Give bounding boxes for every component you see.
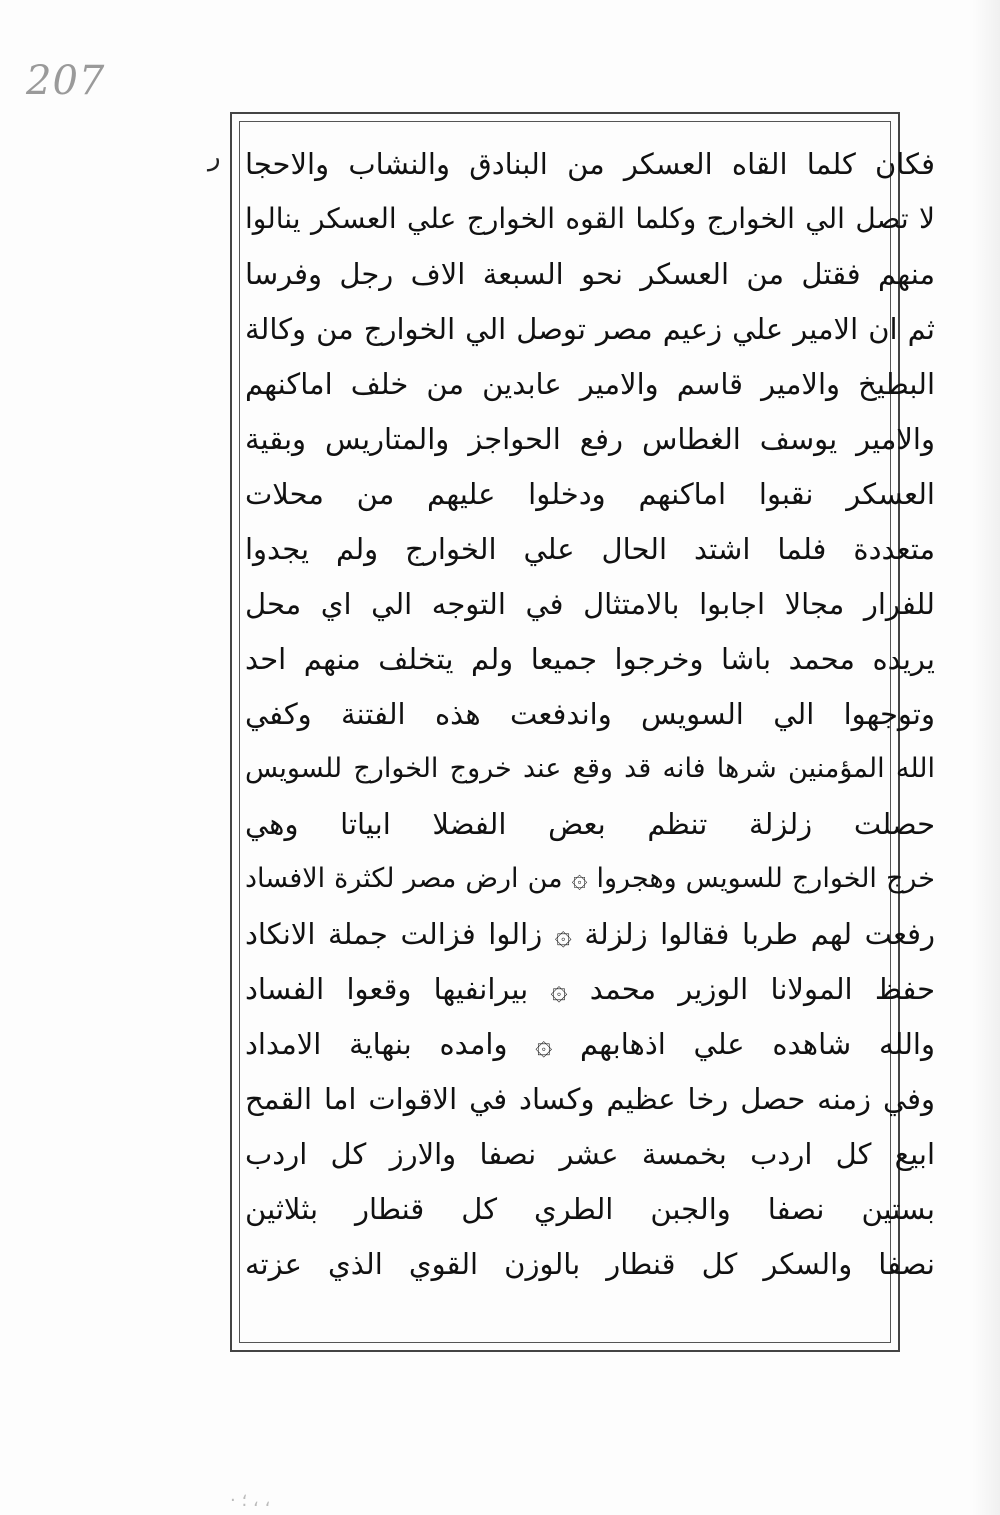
text-line: وفي زمنه حصل رخا عظيم وكساد في الاقوات اما القمح <box>245 1082 935 1116</box>
bottom-margin-mark: · ؛ ، ، <box>230 1490 271 1511</box>
text-line: رفعت لهم طربا فقالوا زلزلة ۞ زالوا فزالت جملة الانكاد <box>245 917 935 951</box>
text-line: للفرار مجالا اجابوا بالامتثال في التوجه الي اي محل <box>245 587 935 621</box>
text-line: خرج الخوارج للسويس وهجروا ۞ من ارض مصر لكثرة الافساد <box>245 863 935 894</box>
text-line: لا تصل الي الخوارج وكلما القوه الخوارج علي العسكر ينالوا <box>245 202 935 235</box>
text-line: فكان كلما القاه العسكر من البنادق والنشاب والاحجا <box>245 147 935 181</box>
text-line: يريده محمد باشا وخرجوا جميعا ولم يتخلف منهم احد <box>245 642 935 676</box>
text-line: نصفا والسكر كل قنطار بالوزن القوي الذي عزته <box>245 1247 935 1281</box>
text-line: البطيخ والامير قاسم والامير عابدين من خلف اماكنهم <box>245 367 935 401</box>
margin-mark: ر <box>208 142 221 172</box>
text-line: متعددة فلما اشتد الحال علي الخوارج ولم يجدوا <box>245 532 935 566</box>
manuscript-text-block <box>245 140 935 1340</box>
text-line: حفظ المولانا الوزير محمد ۞ بيرانفيها وقعوا الفساد <box>245 972 935 1006</box>
text-line: العسكر نقبوا اماكنهم ودخلوا عليهم من محلات <box>245 477 935 511</box>
text-line: ثم ان الامير علي زعيم مصر توصل الي الخوارج من وكالة <box>245 312 935 346</box>
page-edge-shadow <box>972 0 1000 1515</box>
folio-number: 207 <box>26 58 106 104</box>
text-line: والله شاهده علي اذهابهم ۞ وامده بنهاية الامداد <box>245 1027 935 1061</box>
text-line: ابيع كل اردب بخمسة عشر نصفا والارز كل اردب <box>245 1137 935 1171</box>
text-line: بستين نصفا والجبن الطري كل قنطار بثلاثين <box>245 1192 935 1226</box>
text-line: والامير يوسف الغطاس رفع الحواجز والمتاريس وبقية <box>245 422 935 456</box>
text-line: الله المؤمنين شرها فانه قد وقع عند خروج الخوارج للسويس <box>245 753 935 784</box>
text-line: وتوجهوا الي السويس واندفعت هذه الفتنة وكفي <box>245 697 935 731</box>
text-line: منهم فقتل من العسكر نحو السبعة الاف رجل وفرسا <box>245 257 935 291</box>
text-line: حصلت زلزلة تنظم بعض الفضلا ابياتا وهي <box>245 807 935 841</box>
